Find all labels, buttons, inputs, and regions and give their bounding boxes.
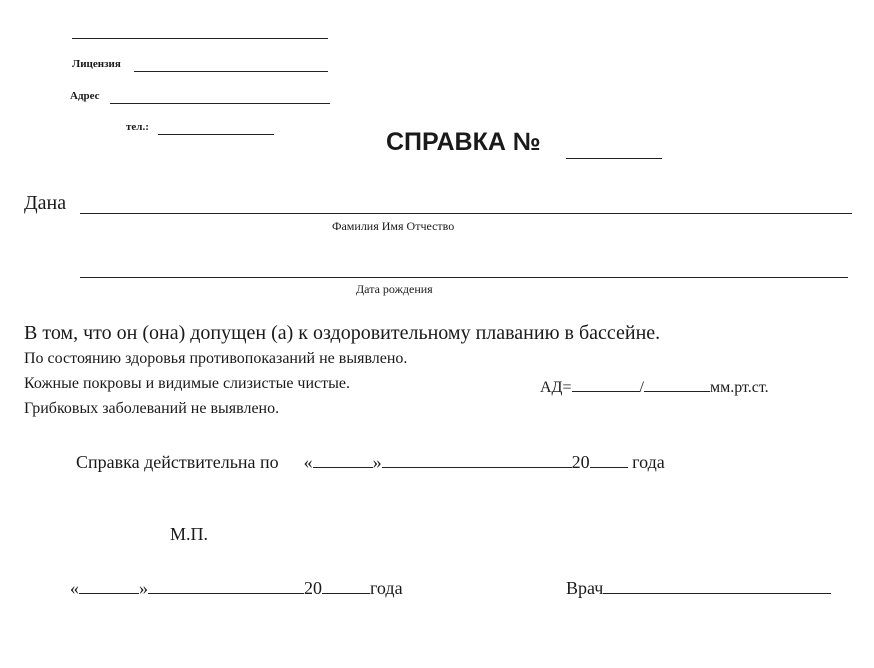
phone-field[interactable] [158,134,274,135]
bp-diastolic-field[interactable] [644,375,710,392]
body-line-3-text: Кожные покровы и видимые слизистые чистые. [24,375,350,392]
issued-label-text: Дана [24,192,67,214]
doctor-label: Врач [566,578,604,598]
footer-quote-close: » [139,578,148,598]
birthdate-caption-text: Дата рождения [356,282,433,296]
address-label: Адрес [70,90,100,102]
footer-quote-open: « [70,578,79,598]
address-row [70,90,100,102]
validity-label: Справка действительна по [76,452,279,472]
bp-label: АД= [540,379,572,396]
body-line-2 [24,350,407,368]
certificate-number-field[interactable] [566,158,662,159]
body-line-4 [24,400,279,418]
birthdate-field[interactable] [80,277,848,278]
stamp-label-text: М.П. [170,524,209,544]
stamp-label [170,524,208,545]
fio-caption [332,219,454,234]
bp-unit: мм.рт.ст. [709,379,769,396]
validity-year-prefix: 20 [571,452,590,472]
fio-caption-text: Фамилия Имя Отчество [332,219,455,233]
body-line-4-text: Грибковых заболеваний не выявлено. [24,400,280,417]
license-field[interactable] [134,71,328,72]
header-top-line [72,38,328,39]
body-line-1-text: В том, что он (она) допущен (а) к оздоровительному плаванию в бассейне. [24,322,661,344]
footer-year-field[interactable] [322,577,370,594]
doctor-row [566,577,831,599]
title-text: СПРАВКА № [386,128,541,156]
validity-month-field[interactable] [382,451,572,468]
issued-label [24,192,66,215]
footer-month-field[interactable] [148,577,304,594]
birthdate-caption [356,282,433,297]
address-field[interactable] [110,103,330,104]
phone-label: тел.: [126,121,149,133]
validity-quote-close: » [372,452,382,472]
validity-quote-open: « [303,452,313,472]
license-row [72,58,121,70]
footer-year-suffix: года [370,578,403,598]
bp-separator: / [639,379,644,396]
bp-systolic-field[interactable] [572,375,640,392]
doctor-signature-field[interactable] [603,577,831,594]
body-line-3 [24,375,350,393]
phone-row [126,121,149,133]
footer-date-row [70,577,403,599]
document-title [386,128,541,157]
validity-year-field[interactable] [590,451,628,468]
validity-day-field[interactable] [313,451,373,468]
validity-row [76,451,665,473]
footer-year-prefix: 20 [304,578,322,598]
body-line-1 [24,322,660,345]
license-label: Лицензия [72,58,121,70]
blood-pressure-row [540,375,769,397]
validity-year-suffix: года [632,452,665,472]
fio-field[interactable] [80,213,852,214]
body-line-2-text: По состоянию здоровья противопоказаний не выявлено. [24,350,408,367]
footer-day-field[interactable] [79,577,139,594]
